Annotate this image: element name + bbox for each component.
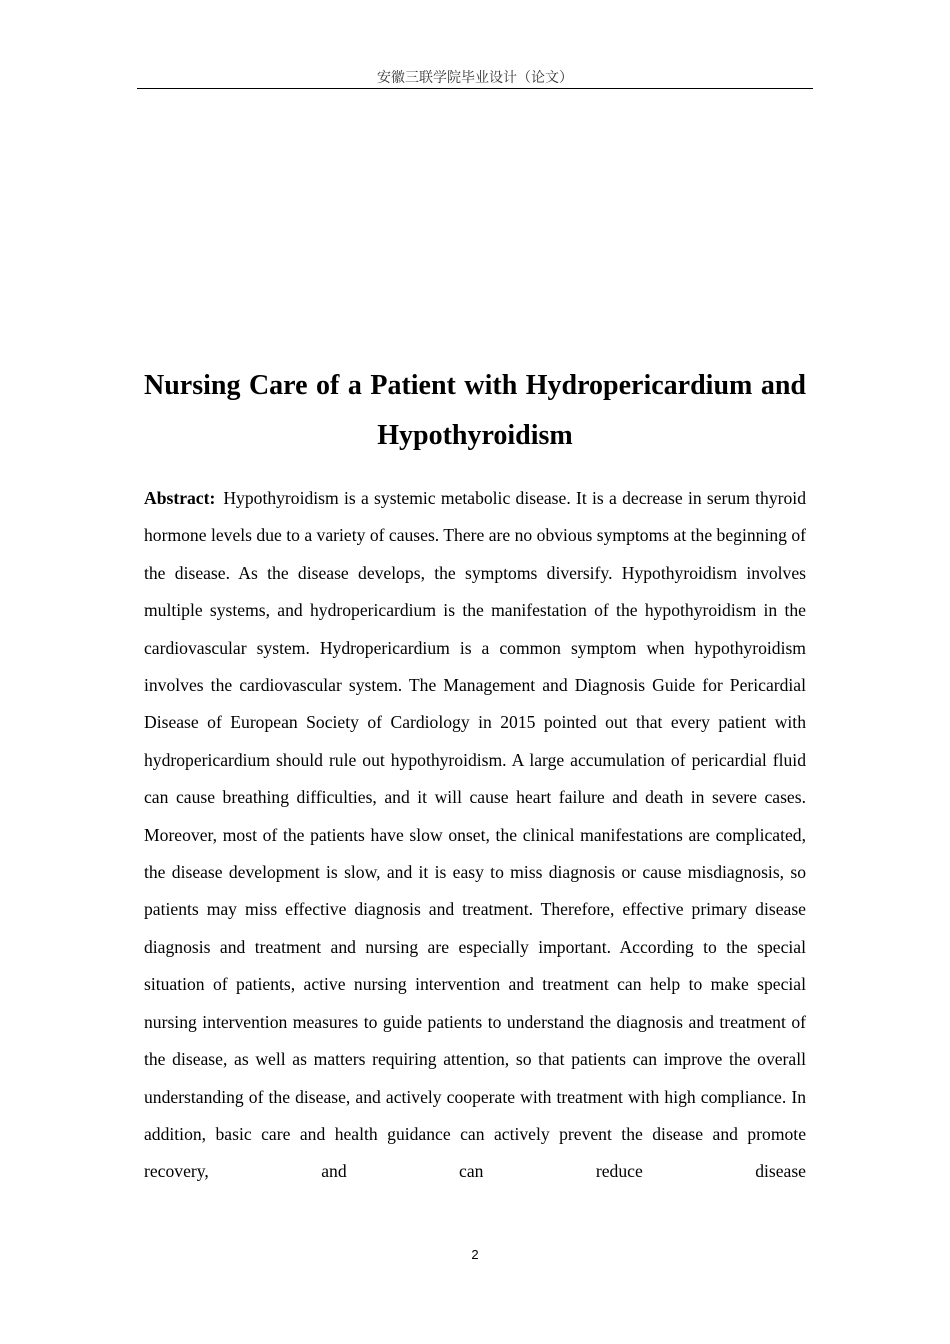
abstract-label: Abstract: — [144, 488, 216, 508]
header-rule — [137, 88, 813, 89]
header-text: 安徽三联学院毕业设计（论文） — [377, 70, 573, 86]
abstract-paragraph — [144, 480, 806, 1191]
paper-title: Nursing Care of a Patient with Hydropericardium and Hypothyroidism — [144, 370, 806, 451]
page-number: 2 — [471, 1247, 479, 1262]
abstract-text: Hypothyroidism is a systemic metabolic disease. It is a decrease in serum thyroid hormone levels due to a variety of causes. There are no obvious symptoms at the beginning of the disease. As the disease develops, the symptoms diversify. Hypothyroidism involves multiple systems, and hydropericardium is the manifestation of the hypothyroidism in the cardiovascular system. Hydropericardium is a common symptom when hypothyroidism involves the cardiovascular system. The Management and Diagnosis Guide for Pericardial Disease of European Society of Cardiology in 2015 pointed out that every patient with hydropericardium should rule out hypothyroidism. A large accumulation of pericardial fluid can cause breathing difficulties, and it will cause heart failure and death in severe cases. Moreover, most of the patients have slow onset, the clinical manifestations are complicated, the disease development is slow, and it is easy to miss diagnosis or cause misdiagnosis, so patients may miss effective diagnosis and treatment. Therefore, effective primary disease diagnosis and treatment and nursing are especially important. According to the special situation of patients, active nursing intervention and treatment can help to make special nursing intervention measures to guide patients to understand the diagnosis and treatment of the disease, as well as matters requiring attention, so that patients can improve the overall understanding of the disease, and actively cooperate with treatment with high compliance. In addition, basic care and health guidance can actively prevent the disease and promote recovery, and can reduce disease — [144, 488, 806, 1182]
